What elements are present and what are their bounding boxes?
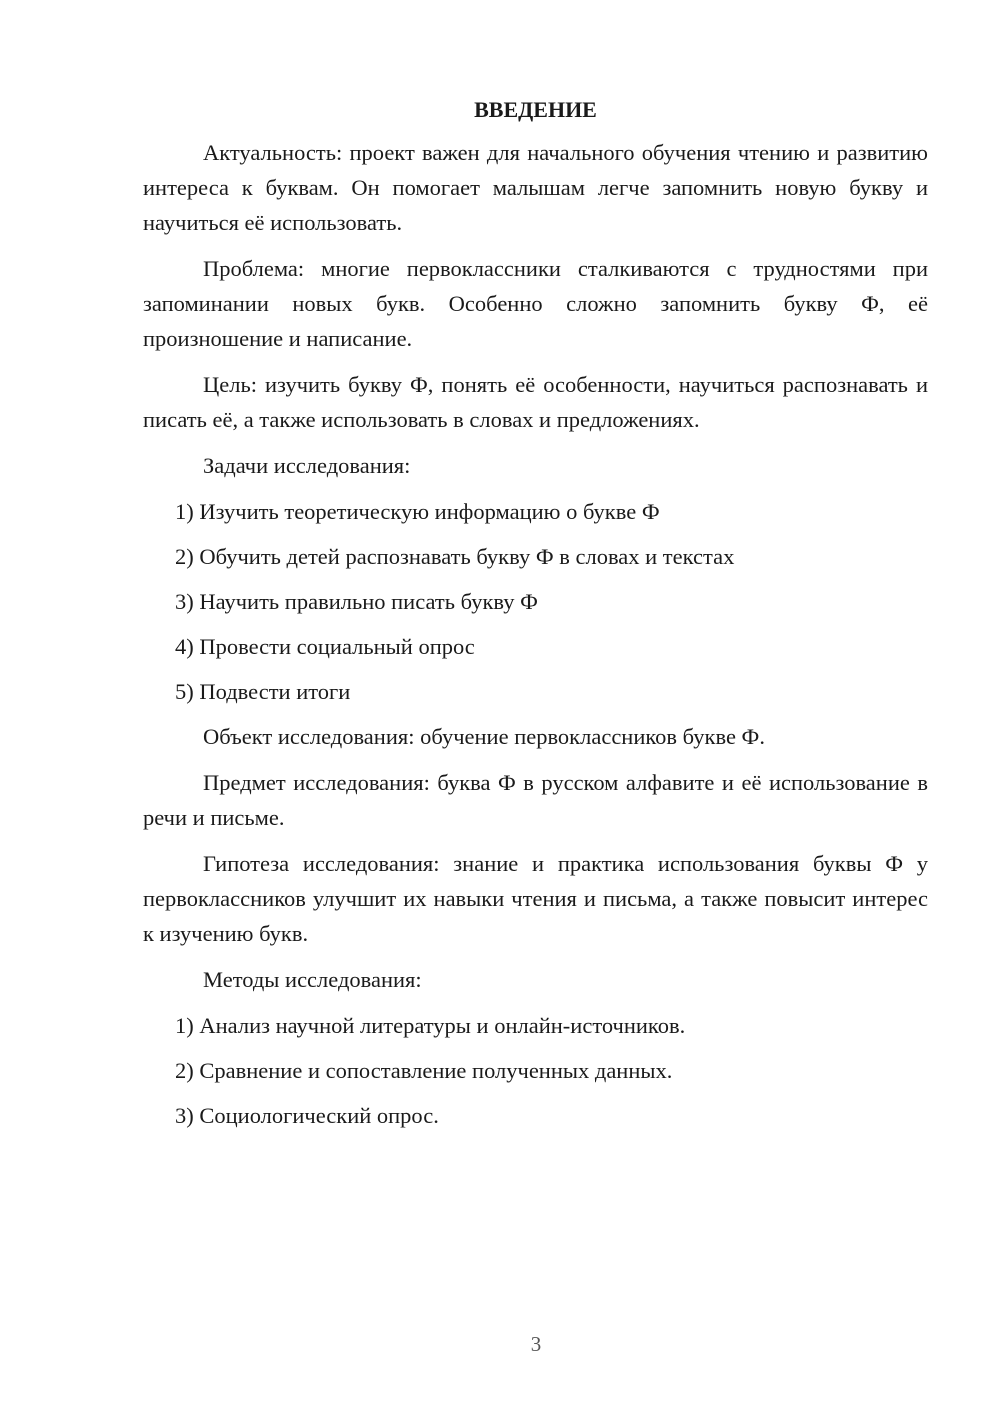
methods-heading: Методы исследования: bbox=[203, 967, 422, 992]
hypothesis-paragraph: Гипотеза исследования: знание и практика использования буквы Ф у первоклассников улучшит их навыки чтения и письма, а также повысит интерес к изучению букв. bbox=[143, 851, 928, 946]
subject-paragraph: Предмет исследования: буква Ф в русском алфавите и её использование в речи и письме. bbox=[143, 770, 928, 830]
relevance-paragraph: Актуальность: проект важен для начального обучения чтению и развитию интереса к буквам. Он помогает малышам легче запомнить новую букву и научиться её использовать. bbox=[143, 140, 928, 235]
document-page bbox=[143, 92, 928, 1143]
task-item: 3) Научить правильно писать букву Ф bbox=[175, 589, 538, 614]
object-paragraph: Объект исследования: обучение первоклассников букве Ф. bbox=[203, 724, 765, 749]
tasks-heading: Задачи исследования: bbox=[203, 453, 411, 478]
method-item: 1) Анализ научной литературы и онлайн-источников. bbox=[175, 1013, 686, 1038]
goal-paragraph: Цель: изучить букву Ф, понять её особенности, научиться распознавать и писать её, а также использовать в словах и предложениях. bbox=[143, 372, 928, 432]
problem-paragraph: Проблема: многие первоклассники сталкиваются с трудностями при запоминании новых букв. Особенно сложно запомнить букву Ф, её произношение и написание. bbox=[143, 256, 928, 351]
task-item: 1) Изучить теоретическую информацию о букве Ф bbox=[175, 499, 660, 524]
section-title: ВВЕДЕНИЕ bbox=[474, 97, 597, 122]
method-item: 3) Социологический опрос. bbox=[175, 1103, 439, 1128]
methods-list bbox=[143, 1008, 928, 1133]
method-item: 2) Сравнение и сопоставление полученных данных. bbox=[175, 1058, 673, 1083]
task-item: 5) Подвести итоги bbox=[175, 679, 351, 704]
page-number: 3 bbox=[530, 1332, 542, 1356]
tasks-list bbox=[143, 494, 928, 709]
task-item: 2) Обучить детей распознавать букву Ф в словах и текстах bbox=[175, 544, 735, 569]
task-item: 4) Провести социальный опрос bbox=[175, 634, 475, 659]
